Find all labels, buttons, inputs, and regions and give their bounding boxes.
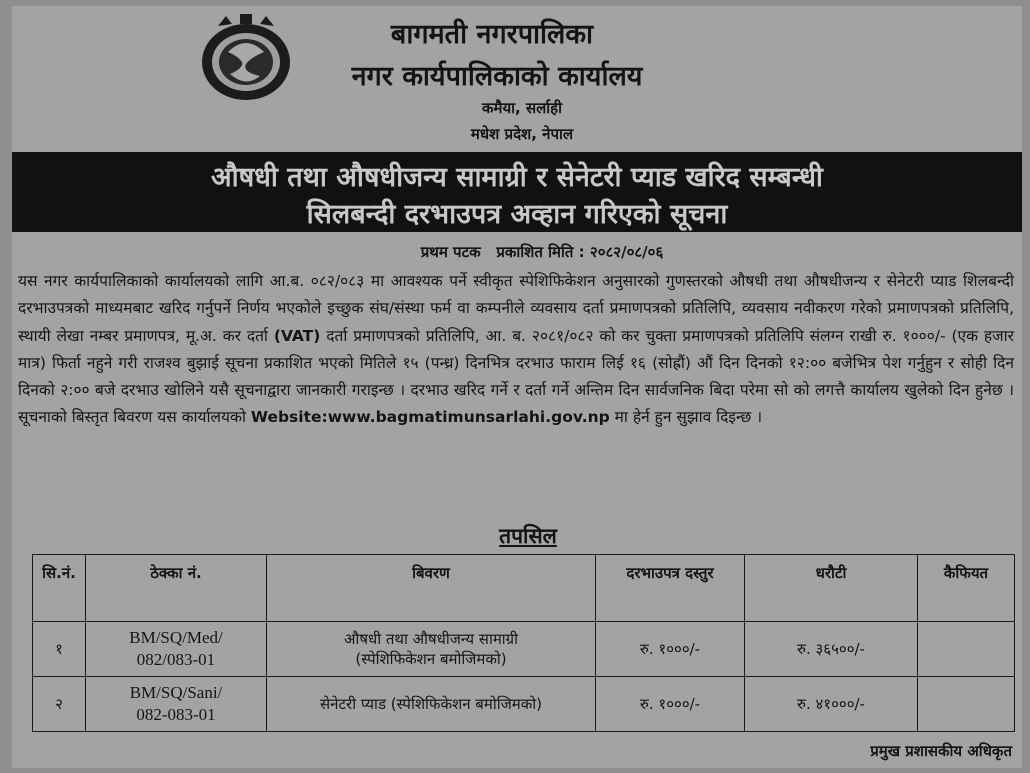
bid-fee: रु. १०००/- <box>596 622 745 677</box>
office-name: नगर कार्यपालिकाको कार्यालय <box>351 61 643 92</box>
notice-title-line-2: सिलबन्दी दरभाउपत्र अव्हान गरिएको सूचना <box>306 199 728 230</box>
table-header-row <box>33 555 1015 622</box>
government-emblem-icon <box>198 12 294 104</box>
column-header: बिवरण <box>267 555 596 622</box>
table-row <box>33 622 1015 677</box>
org-name: बागमती नगरपालिका <box>390 19 594 50</box>
publication-line <box>332 242 752 262</box>
edition-label: प्रथम पटक <box>420 243 481 261</box>
table-row <box>33 677 1015 732</box>
remarks <box>918 622 1015 677</box>
body-part-2: दर्ता प्रमाणपत्रको प्रतिलिपि, आ. ब. २०८१/०८२ को कर चुक्ता प्रमाणपत्रको प्रतिलिपि संलग्न राखी रु. १०००/- (एक हजार मात्र) फिर्ता नहुने गरी राजश्व बुझाई सूचना प्रकाशित भएको मितिले १५ (पन्ध्र) दिनभित्र दरभाउ फाराम लिई १६ (सोह्रौं) औं दिन दिनको १२:०० बजेभित्र पेश गर्नुहुन र सोही दिन दिनको २:०० बजे दरभाउ खोलिने यसै सूचनाद्वारा जानकारी गराइन्छ । दरभाउ खरिद गर्ने र दर्ता गर्ने अन्तिम दिन सार्वजनिक बिदा परेमा सो को लगत्तै कार्यालय खुलेको दिन हुनेछ । सूचनाको बिस्तृत बिवरण यस कार्यालयको <box>18 326 1015 427</box>
contract-number: BM/SQ/Sani/ 082-083-01 <box>86 677 267 732</box>
schedule-heading: तपसिल <box>499 524 557 548</box>
website-link[interactable]: Website:www.bagmatimunsarlahi.gov.np <box>250 408 610 427</box>
body-part-1: यस नगर कार्यपालिकाको कार्यालयको लागि आ.ब. ०८२/०८३ मा आवश्यक पर्ने स्वीकृत स्पेशिफिकेशन अनुसारको गुणस्तरको औषधी तथा औषधीजन्य र सेनेटरी प्याड शिलबन्दी दरभाउपत्रको माध्यमबाट खरिद गर्नुपर्ने निर्णय भएकोले इच्छुक संघ/संस्था फर्म वा कम्पनीले व्यवसाय दर्ता प्रमाणपत्रको प्रतिलिपि, व्यवसाय नवीकरण गरेको प्रमाणपत्रको प्रतिलिपि, स्थायी लेखा नम्बर प्रमाणपत्र, मू.अ. कर दर्ता <box>18 272 1014 345</box>
notice-title-banner <box>12 152 1022 232</box>
vat-label: (VAT) <box>273 326 321 345</box>
bid-deposit: रु. ३६५००/- <box>745 622 918 677</box>
column-header: धरौटी <box>745 555 918 622</box>
serial-number: १ <box>33 622 86 677</box>
column-header: सि.नं. <box>33 555 86 622</box>
bid-fee: रु. १०००/- <box>596 677 745 732</box>
date-label: प्रकाशित मिति : <box>496 243 585 261</box>
notice-page <box>12 6 1022 768</box>
serial-number: २ <box>33 677 86 732</box>
item-description: औषधी तथा औषधीजन्य सामाग्री (स्पेशिफिकेशन बमोजिमको) <box>267 622 596 677</box>
publication-date: २०८२/०८/०६ <box>589 243 664 261</box>
body-part-3: मा हेर्न हुन सुझाव दिइन्छ । <box>614 408 763 427</box>
notice-body <box>18 268 1014 432</box>
item-description: सेनेटरी प्याड (स्पेशिफिकेशन बमोजिमको) <box>267 677 596 732</box>
signatory-title: प्रमुख प्रशासकीय अधिकृत <box>870 742 1012 760</box>
notice-title-line-1: औषधी तथा औषधीजन्य सामाग्री र सेनेटरी प्याड खरिद सम्बन्धी <box>211 162 823 193</box>
column-header: कैफियत <box>918 555 1015 622</box>
address-line-2: मधेश प्रदेश, नेपाल <box>470 125 574 143</box>
address-line-1: कमैया, सर्लाही <box>481 99 563 117</box>
column-header: ठेक्का नं. <box>86 555 267 622</box>
schedule-table <box>32 554 1015 732</box>
remarks <box>918 677 1015 732</box>
bid-deposit: रु. ४१०००/- <box>745 677 918 732</box>
contract-number: BM/SQ/Med/ 082/083-01 <box>86 622 267 677</box>
column-header: दरभाउपत्र दस्तुर <box>596 555 745 622</box>
